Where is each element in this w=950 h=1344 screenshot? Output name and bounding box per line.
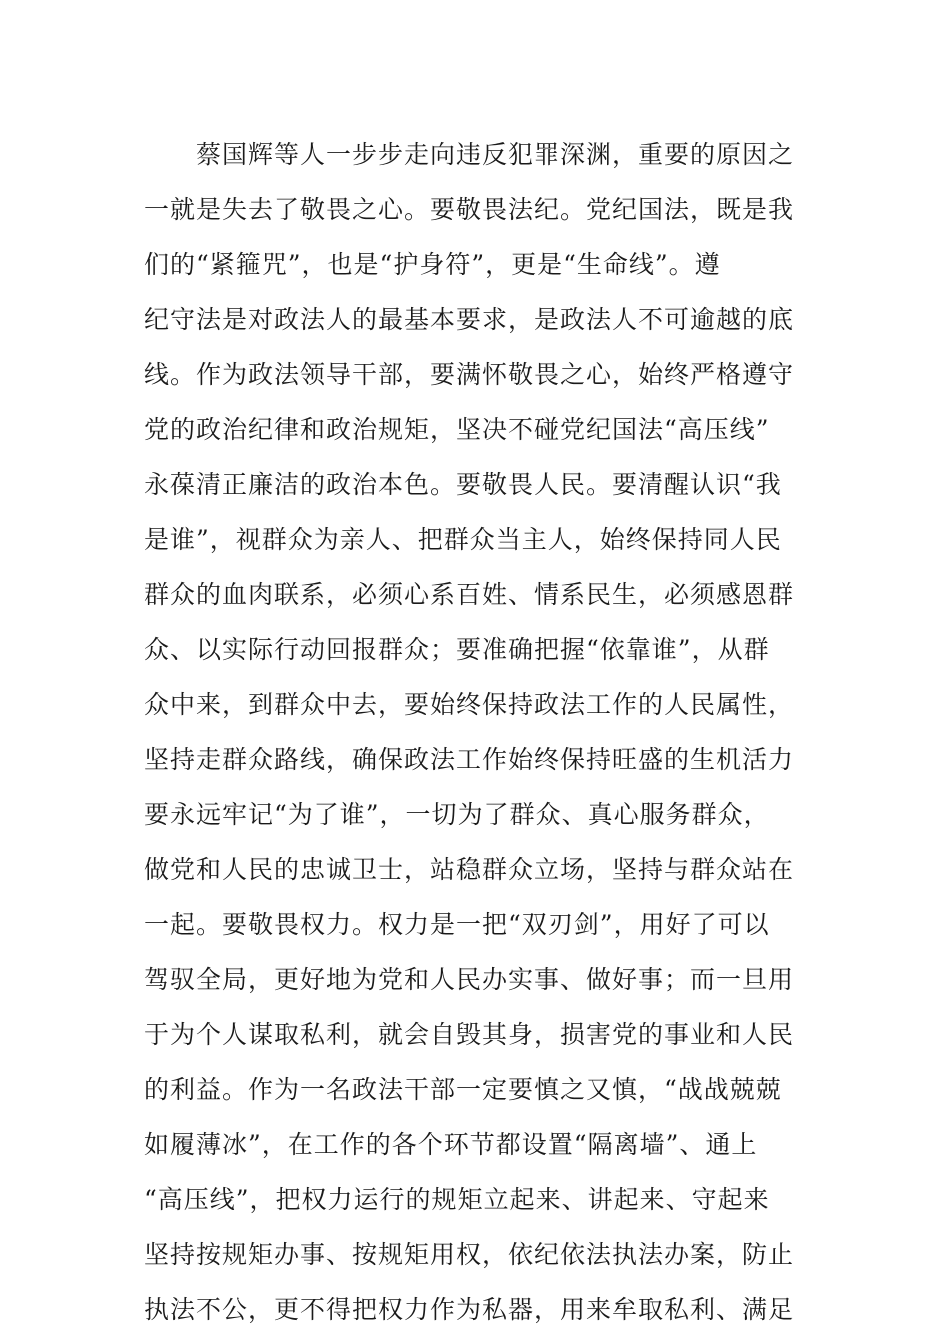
text-line: 坚持走群众路线，确保政法工作始终保持旺盛的生机活力	[144, 745, 795, 774]
text-line: “高压线”，把权力运行的规矩立起来、讲起来、守起来	[144, 1185, 770, 1214]
text-line: 党的政治纪律和政治规矩，坚决不碰党纪国法“高压线”	[144, 415, 770, 444]
text-line: 纪守法是对政法人的最基本要求，是政法人不可逾越的底	[144, 305, 795, 334]
text-line: 一就是失去了敬畏之心。要敬畏法纪。党纪国法，既是我	[144, 195, 795, 224]
text-line: 执法不公，更不得把权力作为私器，用来牟取私利、满足	[144, 1295, 795, 1324]
text-line: 众、以实际行动回报群众；要准确把握“依靠谁”，从群	[144, 635, 770, 664]
text-line: 蔡国辉等人一步步走向违反犯罪深渊，重要的原因之	[196, 140, 795, 169]
text-line: 要永远牢记“为了谁”，一切为了群众、真心服务群众，	[144, 800, 770, 829]
text-line: 驾驭全局，更好地为党和人民办实事、做好事；而一旦用	[144, 965, 795, 994]
text-line: 于为个人谋取私利，就会自毁其身，损害党的事业和人民	[144, 1020, 795, 1049]
text-line: 众中来，到群众中去，要始终保持政法工作的人民属性，	[144, 690, 795, 719]
text-line: 线。作为政法领导干部，要满怀敬畏之心，始终严格遵守	[144, 360, 795, 389]
text-line: 的利益。作为一名政法干部一定要慎之又慎，“战战兢兢	[144, 1075, 782, 1104]
text-line: 如履薄冰”，在工作的各个环节都设置“隔离墙”、通上	[144, 1130, 758, 1159]
text-line: 群众的血肉联系，必须心系百姓、情系民生，必须感恩群	[144, 580, 795, 609]
text-line: 是谁”，视群众为亲人、把群众当主人，始终保持同人民	[144, 525, 782, 554]
text-line: 们的“紧箍咒”，也是“护身符”，更是“生命线”。遵	[144, 250, 721, 279]
text-line: 做党和人民的忠诚卫士，站稳群众立场，坚持与群众站在	[144, 855, 795, 884]
text-line: 一起。要敬畏权力。权力是一把“双刃剑”，用好了可以	[144, 910, 770, 939]
text-line: 永葆清正廉洁的政治本色。要敬畏人民。要清醒认识“我	[144, 470, 782, 499]
text-line: 坚持按规矩办事、按规矩用权，依纪依法执法办案，防止	[144, 1240, 795, 1269]
body-paragraph	[144, 127, 808, 1337]
